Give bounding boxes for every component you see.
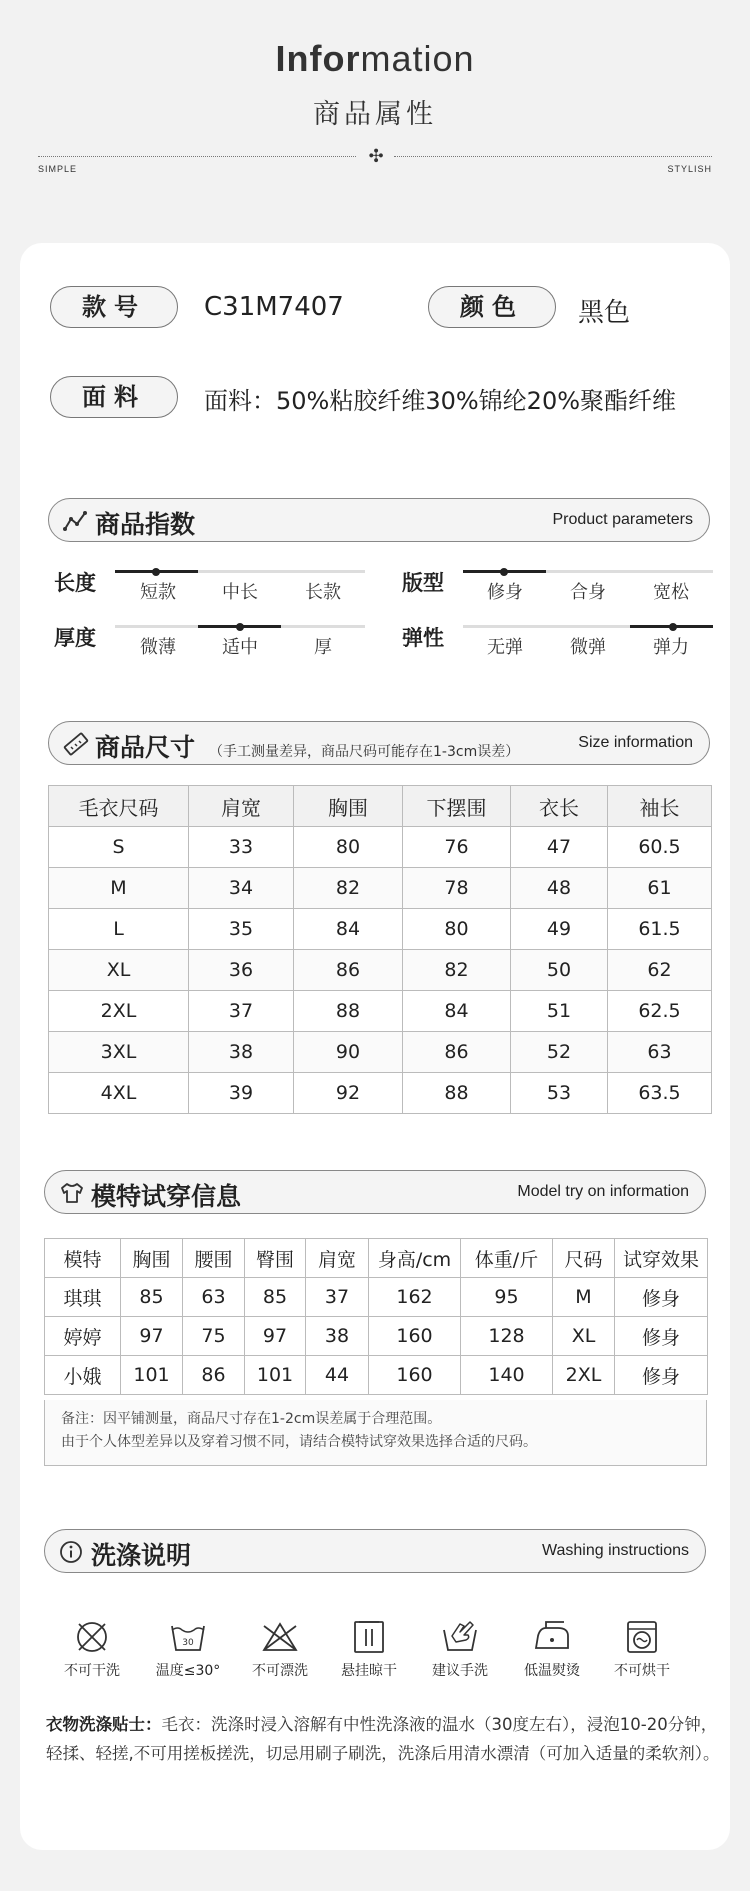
- washing-section-header: [44, 1529, 706, 1573]
- remark-line-1: 备注：因平铺测量，商品尺寸存在1-2cm误差属于合理范围。: [61, 1411, 442, 1427]
- table-cell: 95: [461, 1278, 553, 1317]
- size-col-header: 下摆围: [403, 786, 511, 827]
- table-cell: 86: [183, 1356, 245, 1395]
- model-remark: [44, 1400, 707, 1466]
- param-option: 无弹: [487, 637, 523, 658]
- table-cell: 38: [189, 1032, 294, 1073]
- info-icon: [59, 1540, 85, 1564]
- table-cell: 97: [245, 1317, 306, 1356]
- size-col-header: 肩宽: [189, 786, 294, 827]
- table-cell: 琪琪: [45, 1278, 121, 1317]
- table-cell: 34: [189, 868, 294, 909]
- wash-label: 悬挂晾干: [341, 1663, 397, 1679]
- table-row: [49, 868, 712, 909]
- param-option: 微弹: [570, 637, 606, 658]
- table-cell: 86: [403, 1032, 511, 1073]
- ornament-icon: ✣: [368, 146, 384, 167]
- table-cell: 50: [511, 950, 608, 991]
- table-cell: 36: [189, 950, 294, 991]
- table-cell: 2XL: [553, 1356, 615, 1395]
- table-cell: L: [49, 909, 189, 950]
- params-section-header: [48, 498, 710, 542]
- wash-label: 低温熨烫: [524, 1663, 580, 1679]
- divider-left: [38, 156, 356, 157]
- table-cell: 38: [306, 1317, 369, 1356]
- table-cell: 修身: [615, 1278, 708, 1317]
- table-cell: 62: [608, 950, 712, 991]
- table-cell: S: [49, 827, 189, 868]
- wash-label: 建议手洗: [432, 1663, 488, 1679]
- wash-item-no-dry-clean: [50, 1618, 134, 1680]
- model-col-header: 模特: [45, 1239, 121, 1278]
- model-title-en: Model try on information: [517, 1183, 689, 1200]
- param-label-fit: 版型: [402, 571, 444, 595]
- size-table-header: [49, 786, 712, 827]
- model-table-header: [45, 1239, 708, 1278]
- param-option: 短款: [140, 582, 176, 603]
- tag-simple: SIMPLE: [38, 164, 78, 174]
- table-cell: 35: [189, 909, 294, 950]
- fabric-label: 面料: [50, 376, 178, 418]
- size-note: （手工测量差异，商品尺码可能存在1-3cm误差）: [209, 744, 520, 760]
- model-col-header: 胸围: [121, 1239, 183, 1278]
- param-dot-thickness: [236, 623, 244, 631]
- table-cell: 小娥: [45, 1356, 121, 1395]
- remark-line-2: 由于个人体型差异以及穿着习惯不同，请结合模特试穿效果选择合适的尺码。: [61, 1434, 537, 1450]
- model-col-header: 身高/cm: [369, 1239, 461, 1278]
- table-cell: 62.5: [608, 991, 712, 1032]
- table-cell: 88: [403, 1073, 511, 1114]
- model-col-header: 体重/斤: [461, 1239, 553, 1278]
- param-option: 宽松: [653, 582, 689, 603]
- divider-right: [394, 156, 712, 157]
- no-tumble-dry-icon: [622, 1618, 662, 1656]
- param-label-thickness: 厚度: [54, 626, 96, 650]
- table-row: [49, 1032, 712, 1073]
- table-cell: 53: [511, 1073, 608, 1114]
- wash-item-no-bleach: [238, 1618, 322, 1680]
- tag-stylish: STYLISH: [667, 164, 712, 174]
- params-title-en: Product parameters: [552, 511, 693, 528]
- wash-label: 不可漂洗: [252, 1663, 308, 1679]
- wash-item-temp-30: [146, 1618, 230, 1680]
- table-cell: 63: [608, 1032, 712, 1073]
- low-iron-icon: [532, 1618, 572, 1656]
- table-row: [49, 909, 712, 950]
- table-cell: 39: [189, 1073, 294, 1114]
- table-cell: 84: [294, 909, 403, 950]
- params-title: 商品指数: [95, 510, 196, 539]
- page-subtitle: 商品属性: [313, 99, 437, 130]
- title-light: mation: [360, 38, 475, 79]
- size-table: [48, 785, 712, 1114]
- table-cell: 修身: [615, 1317, 708, 1356]
- model-col-header: 肩宽: [306, 1239, 369, 1278]
- table-cell: M: [49, 868, 189, 909]
- table-cell: 63: [183, 1278, 245, 1317]
- model-col-header: 腰围: [183, 1239, 245, 1278]
- table-cell: 97: [121, 1317, 183, 1356]
- table-row: [49, 1073, 712, 1114]
- wash-label: 不可烘干: [614, 1663, 670, 1679]
- table-cell: 33: [189, 827, 294, 868]
- table-row: [45, 1278, 708, 1317]
- tip-text: 毛衣：洗涤时浸入溶解有中性洗涤液的温水（30度左右），浸泡10-20分钟，轻揉、轻搓,不可用搓板搓洗，切忌用刷子刷洗，洗涤后用清水漂清（可加入适量的柔软剂）。: [46, 1715, 720, 1763]
- washing-title: 洗涤说明: [91, 1541, 192, 1570]
- table-cell: 162: [369, 1278, 461, 1317]
- wash-temp-30-icon: [168, 1618, 208, 1656]
- ruler-icon: [63, 732, 89, 756]
- table-cell: 修身: [615, 1356, 708, 1395]
- table-cell: 44: [306, 1356, 369, 1395]
- table-cell: 52: [511, 1032, 608, 1073]
- table-cell: 128: [461, 1317, 553, 1356]
- table-cell: 61.5: [608, 909, 712, 950]
- wash-label: 温度≤30°: [155, 1663, 221, 1679]
- model-title: 模特试穿信息: [91, 1182, 242, 1211]
- size-section-header: [48, 721, 710, 765]
- table-cell: 101: [121, 1356, 183, 1395]
- wash-item-no-tumble-dry: [600, 1618, 684, 1680]
- size-col-header: 毛衣尺码: [49, 786, 189, 827]
- param-dot-elasticity: [669, 623, 677, 631]
- param-option: 微薄: [140, 637, 176, 658]
- table-cell: 160: [369, 1356, 461, 1395]
- trend-line-icon: [63, 509, 89, 533]
- param-option: 长款: [305, 582, 341, 603]
- table-cell: 37: [306, 1278, 369, 1317]
- style-value: C31M7407: [204, 292, 344, 322]
- table-cell: 80: [403, 909, 511, 950]
- table-cell: 48: [511, 868, 608, 909]
- table-cell: 3XL: [49, 1032, 189, 1073]
- table-cell: 63.5: [608, 1073, 712, 1114]
- table-cell: 78: [403, 868, 511, 909]
- table-cell: 2XL: [49, 991, 189, 1032]
- style-label: 款号: [50, 286, 178, 328]
- table-cell: 60.5: [608, 827, 712, 868]
- table-cell: 85: [245, 1278, 306, 1317]
- no-dry-clean-icon: [72, 1618, 112, 1656]
- table-cell: XL: [553, 1317, 615, 1356]
- page-title: [0, 38, 750, 80]
- table-cell: 47: [511, 827, 608, 868]
- table-cell: 51: [511, 991, 608, 1032]
- table-row: [49, 827, 712, 868]
- table-cell: 82: [403, 950, 511, 991]
- table-cell: 80: [294, 827, 403, 868]
- table-cell: 49: [511, 909, 608, 950]
- param-option: 弹力: [653, 637, 689, 658]
- param-label-elasticity: 弹性: [402, 626, 444, 650]
- wash-label: 不可干洗: [64, 1663, 120, 1679]
- table-cell: 84: [403, 991, 511, 1032]
- table-cell: 86: [294, 950, 403, 991]
- table-cell: 160: [369, 1317, 461, 1356]
- color-label: 颜色: [428, 286, 556, 328]
- table-cell: 88: [294, 991, 403, 1032]
- washing-title-en: Washing instructions: [541, 1542, 689, 1559]
- size-col-header: 胸围: [294, 786, 403, 827]
- size-title-en: Size information: [578, 734, 693, 751]
- table-cell: 85: [121, 1278, 183, 1317]
- size-title: [95, 728, 519, 764]
- param-label-length: 长度: [54, 571, 96, 595]
- wash-item-hand-wash: [418, 1618, 502, 1680]
- table-cell: 90: [294, 1032, 403, 1073]
- table-cell: 37: [189, 991, 294, 1032]
- title-bold: Infor: [275, 38, 361, 79]
- model-table: [44, 1238, 708, 1395]
- param-option: 修身: [487, 582, 523, 603]
- hang-dry-icon: [349, 1618, 389, 1656]
- table-cell: 92: [294, 1073, 403, 1114]
- param-option: 中长: [222, 582, 258, 603]
- table-cell: M: [553, 1278, 615, 1317]
- model-col-header: 试穿效果: [615, 1239, 708, 1278]
- table-cell: 101: [245, 1356, 306, 1395]
- param-option: 厚: [314, 637, 332, 658]
- param-dot-fit: [500, 568, 508, 576]
- table-row: [45, 1356, 708, 1395]
- table-cell: 婷婷: [45, 1317, 121, 1356]
- model-col-header: 尺码: [553, 1239, 615, 1278]
- size-col-header: 袖长: [608, 786, 712, 827]
- tshirt-icon: [59, 1181, 85, 1205]
- table-cell: 140: [461, 1356, 553, 1395]
- param-option: 合身: [570, 582, 606, 603]
- table-cell: 76: [403, 827, 511, 868]
- param-option: 适中: [222, 637, 258, 658]
- no-bleach-icon: [260, 1618, 300, 1656]
- param-dot-length: [152, 568, 160, 576]
- table-cell: XL: [49, 950, 189, 991]
- table-row: [45, 1317, 708, 1356]
- tip-label: 衣物洗涤贴士：: [46, 1715, 162, 1734]
- temp-badge: 30: [182, 1638, 194, 1648]
- model-section-header: [44, 1170, 706, 1214]
- table-row: [49, 950, 712, 991]
- fabric-value: 面料：50%粘胶纤维30%锦纶20%聚酯纤维: [204, 387, 677, 415]
- table-cell: 61: [608, 868, 712, 909]
- model-col-header: 臀围: [245, 1239, 306, 1278]
- table-cell: 82: [294, 868, 403, 909]
- table-row: [49, 991, 712, 1032]
- table-cell: 75: [183, 1317, 245, 1356]
- table-cell: 4XL: [49, 1073, 189, 1114]
- wash-item-low-iron: [510, 1618, 594, 1680]
- size-col-header: 衣长: [511, 786, 608, 827]
- size-title-text: 商品尺寸: [95, 733, 196, 762]
- washing-tip: [46, 1710, 726, 1768]
- color-value: 黑色: [578, 298, 631, 328]
- hand-wash-icon: [440, 1618, 480, 1656]
- wash-item-hang-dry: [327, 1618, 411, 1680]
